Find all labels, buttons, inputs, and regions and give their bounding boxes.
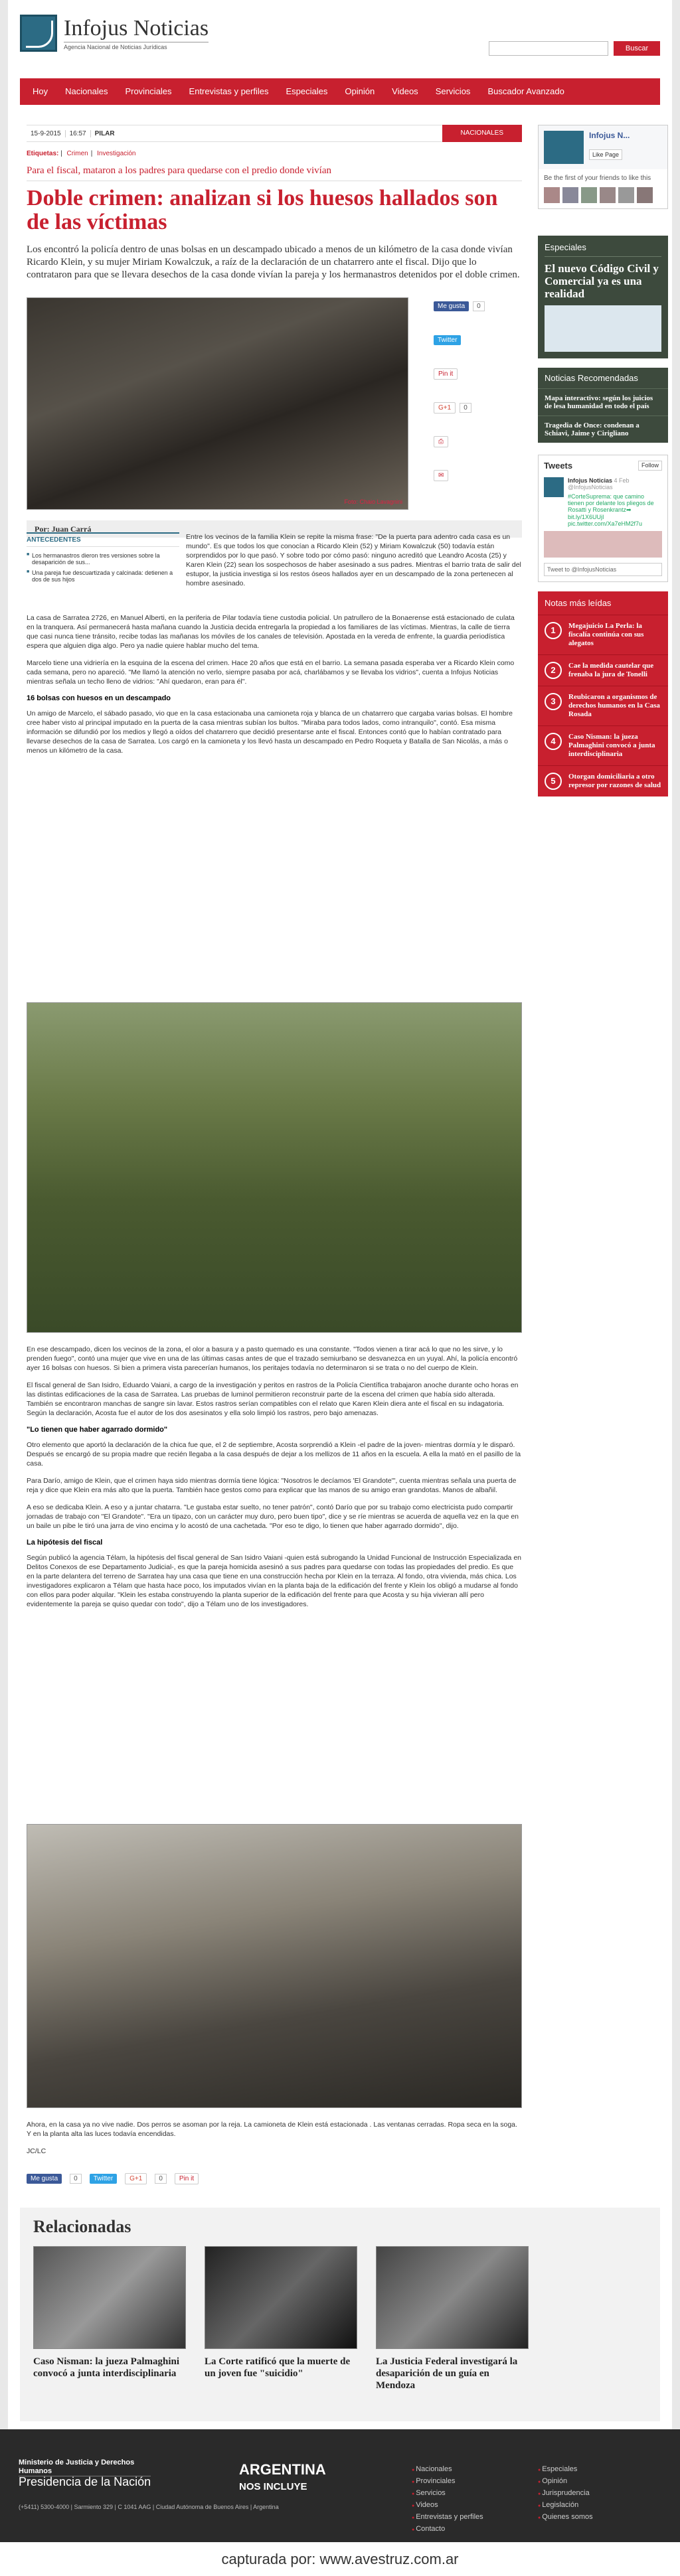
paragraph: En ese descampado, dicen los vecinos de la zona, el olor a basura y a pasto quemado es una constante. "Todos vienen a tirar acá lo que no les sirve, y lo prenden fuego", contó una mujer que vive en una de las últimas casas antes de que el trazado semiurbano se desvanezca en un yuyal. Ahí, la policía encontró ayer 16 bolsas con huesos. Si bien a primera vista parecerían humanos, los peritajes todavía no determinaron si se trata o no del cuerpo de Klein. [27,1345,518,1372]
print-icon[interactable]: ⎙ [434,436,448,447]
mas-leida-item[interactable]: 5 Otorgan domiciliaria a otro represor por razones de salud [538,765,668,796]
nav-item[interactable]: Opinión [345,86,375,96]
footer-link[interactable]: ● Servicios [412,2488,483,2500]
nav-item[interactable]: Provinciales [125,86,172,96]
pinterest-button[interactable]: Pin it [175,2173,199,2184]
mas-leida-item[interactable]: 2 Cae la medida cautelar que frenaba la jura de Tonelli [538,654,668,686]
sidebar [538,125,668,796]
especiales-box[interactable] [538,236,668,358]
logo-title: Infojus Noticias [64,15,209,40]
gplus-count: 0 [460,403,471,413]
gplus-button[interactable]: G+1 [434,402,456,414]
logo[interactable] [20,15,209,52]
article-time: 16:57 [66,130,91,137]
especial-illustration [545,305,661,352]
nav-item[interactable]: Entrevistas y perfiles [189,86,269,96]
recomendadas-title: Noticias Recomendadas [545,373,638,383]
footer-link[interactable]: ● Especiales [538,2464,593,2476]
share-bar [434,297,507,500]
subheading: 16 bolsas con huesos en un descampado [27,694,171,702]
recomendada-link[interactable]: Mapa interactivo: según los juicios de lesa humanidad en todo el país [538,388,668,416]
capture-credit: capturada por: www.avestruz.com.ar [0,2542,680,2576]
recomendada-link[interactable]: Tragedia de Once: condenan a Schiavi, Jaime y Cirigliano [538,416,668,443]
mas-leida-item[interactable]: 3 Reubicaron a organismos de derechos humanos en la Casa Rosada [538,686,668,725]
footer-links-2 [538,2464,593,2524]
nav-item[interactable]: Servicios [435,86,471,96]
paragraph: Marcelo tiene una vidriería en la esquina de la escena del crimen. Hace 20 años que está en el barrio. La semana pasada esperaba ver a Ricardo Klein como cada semana, pero no apareció. "Me llamó la atención no verlo, siempre pasaba por acá, charlábamos y se llevaba los vidrios", cuenta a Infojus Noticias mientras señala un techo lleno de vidrios: "Ahí quedaron, eran para él". [27,659,515,686]
nav-item[interactable]: Hoy [33,86,48,96]
tweet-to-input[interactable]: Tweet to @InfojusNoticias [544,563,662,576]
article [27,125,522,538]
tags-label: Etiquetas: [27,150,59,157]
bottom-share-bar [27,2173,199,2184]
gplus-count: 0 [155,2174,167,2184]
tag-crimen[interactable]: Crimen [66,150,88,157]
byline: Por: Juan Carrá [27,520,522,538]
article-date: 15-9-2015 [27,130,66,137]
footer-link[interactable]: ● Legislación [538,2500,593,2512]
antecedente-link[interactable]: ■ Una pareja fue descuartizada y calcinada: detienen a dos de sus hijos [27,569,179,583]
tweet-text: #CorteSuprema: que camino tienen por delante los pliegos de Rosatti y Rosenkrantz➡ bit.ly/1X6UUjI pic.twitter.com/Xa7eHM2f7u [568,493,654,527]
especial-title: El nuevo Código Civil y Comercial ya es una realidad [545,262,659,300]
nav-item[interactable]: Nacionales [65,86,108,96]
house-photo [27,1824,522,2108]
fb-count: 0 [473,301,485,311]
mas-leidas-title: Notas más leídas [545,598,612,608]
tweet-avatar [544,477,564,497]
paragraph: El fiscal general de San Isidro, Eduardo Vaiani, a cargo de la investigación y peritos en rastros de la Policía Científica trabajaron anoche durante ocho horas en las distintas edificaciones de la casa de Sarratea. Las pruebas de luminol permitieron reconstruir parte de la escena del crimen que había sido alterada. También se encontraron manchas de sangre sin lavar. Estos rastros serían compatibles con el relato que Karen Klein diera ante el fiscal en su indagatoria. Según la declaración, Acosta fue el autor de los dos asesinatos y ella solo limpió los rastros, pero bajo amenazas. [27,1381,519,1417]
article-title: Doble crimen: analizan si los huesos hallados son de las víctimas [27,186,498,234]
related-image [376,2246,529,2349]
fb-like-button[interactable]: Me gusta [434,301,469,311]
footer-link[interactable]: ● Nacionales [412,2464,483,2476]
paragraph: Ahora, en la casa ya no vive nadie. Dos perros se asoman por la reja. La camioneta de Klein está estacionada . Las ventanas cerradas. Ropa seca en la soga. Y en la planta alta las luces todavía encendidas. [27,2121,517,2138]
article-lead: Los encontró la policía dentro de unas bolsas en un descampado ubicado a menos de un kilómetro de la casa donde vivían Ricardo Klein, y su mujer Miriam Kowalczuk, a raíz de la declaración de un chatarrero ante el fiscal. Dijo que lo contrataron para que se llevara desechos de la casa donde vivían la pareja y los hermanastros detenidos por el doble crimen. [27,244,520,280]
paragraph: Otro elemento que aportó la declaración de la chica fue que, el 2 de septiembre, Acosta sorprendió a Klein -el padre de la joven- mientras dormía y le disparó. Después se encargó de su propia madre que recién llegaba a la casa después de dejar a los mellizos de 11 años en la escuela. A ella la mató en el pasillo de la casa. [27,1441,521,1468]
logo-subtitle: Agencia Nacional de Noticias Jurídicas [64,42,209,50]
related-item-title: La Corte ratificó que la muerte de un joven fue "suicidio" [205,2356,351,2379]
tweet-handle: @InfojusNoticias [568,484,613,491]
logo-icon [20,15,57,52]
article-kicker: Para el fiscal, mataron a los padres para quedarse con el predio donde vivían [27,165,522,181]
especiales-title: Especiales [545,242,661,257]
related-item[interactable] [205,2246,357,2391]
twitter-widget [538,455,668,582]
header [8,0,672,69]
fb-like-button[interactable]: Me gusta [27,2174,62,2184]
argentina-logo: ARGENTINA NOS INCLUYE [239,2461,326,2492]
related-image [205,2246,357,2349]
footer-link[interactable]: ● Contacto [412,2524,483,2536]
fb-friends-text: Be the first of your friends to like this [544,175,651,182]
mas-leidas-box [538,591,668,796]
related-section [20,2208,660,2421]
paragraph: Un amigo de Marcelo, el sábado pasado, vio que en la casa estacionaba una camioneta roja y blanca de un chatarrero que cargaba varias bolsas. El hombre cree haber visto al principal imputado en la puerta de la casa mientras subían los bultos. "Miraba para todos lados, como intranquilo", contó. Esa misma información se difundió por los medios y llegó a oídos del chatarrero que decidió presentarse ante el fiscal. Entonces contó que lo habían contratado para llevarse desechos de la casa de Sarratea. Los cargó en la camioneta y los llevó hasta un descampado en Pedro Roqueta y Batalla de San Nicolás, a más o menos un kilómetro de la casa. [27,710,513,755]
main-nav [20,78,660,105]
fb-page-logo [544,131,584,164]
tweets-title: Tweets [544,461,573,471]
field-photo [27,1002,522,1333]
main-photo [27,297,408,510]
related-title: Relacionadas [33,2217,131,2236]
footer-address: (+5411) 5300-4000 | Sarmiento 329 | C 1041 AAG | Ciudad Autónoma de Buenos Aires | Argentina [19,2504,279,2510]
footer-links [412,2464,483,2536]
subheading: "Lo tienen que haber agarrado dormido" [27,1426,168,1434]
twitter-button[interactable]: Twitter [434,335,461,345]
recomendadas-box [538,368,668,443]
footer-link[interactable]: ● Quienes somos [538,2512,593,2524]
footer-link[interactable]: ● Jurisprudencia [538,2488,593,2500]
fb-count: 0 [70,2174,82,2184]
related-item[interactable] [376,2246,529,2391]
footer [0,2429,680,2542]
paragraph: Según publicó la agencia Télam, la hipótesis del fiscal general de San Isidro Vaiani -quien está subrogando la Unidad Funcional de Instrucción Especializada en Delitos Conexos de ese Departamento Judicial-, es que la pareja homicida asesinó a sus padres para quedarse con todas las propiedades del predio. Es que en la parte delantera del terreno de Sarratea hay una casa que tiene en una construcción hecha por Klein en la terraza. Al fondo, otra vivienda, más chica. Los investigadores explicaron a Télam que hasta hace poco, los imputados vivían en la planta baja de la edificación del frente y Klein los obligó a mudarse al fondo con ellos para poder alquilar. "Klein les estaba construyendo la planta superior de la edificación del frente para que Acosta y su hija vivieran allí pero evidentemente la pareja se quiso quedar con todo", dijo a Télam uno de los investigadores. [27,1554,521,1608]
article-meta [27,125,522,142]
photo-caption: Foto: Chaio Lavagnini [344,498,402,505]
footer-link[interactable]: ● Opinión [538,2476,593,2488]
tweet-user[interactable]: Infojus Noticias [568,477,613,484]
nav-item[interactable]: Videos [392,86,418,96]
gplus-button[interactable]: G+1 [125,2173,147,2184]
mas-leida-item[interactable]: 4 Caso Nisman: la jueza Palmaghini convocó a junta interdisciplinaria [538,725,668,765]
footer-link[interactable]: ● Entrevistas y perfiles [412,2512,483,2524]
pinterest-button[interactable]: Pin it [434,368,458,380]
antecedentes-title: ANTECEDENTES [27,532,179,547]
email-icon[interactable]: ✉ [434,470,448,481]
related-item[interactable] [33,2246,186,2391]
antecedentes-box [27,532,179,587]
follow-button[interactable]: Follow [638,461,662,471]
nav-item[interactable]: Buscador Avanzado [487,86,564,96]
paragraph: La casa de Sarratea 2726, en Manuel Alberti, en la periferia de Pilar todavía tiene custodia policial. Un patrullero de la Bonaerense está estacionado de culata en la tranquera. Así permanecerá hasta mañana cuando la Justicia decida entregarla la propiedad a los familiares de las víctimas. Mientras, la calle de tierra que casi nunca tiene tránsito, recibe todas las mañanas los móviles de los canales de televisión. Apostada en la vereda de enfrente, la guardia periodística espera que alguien diga algo. Pero ya nadie quiere hablar mucho del tema. [27,614,515,650]
fb-faces [539,187,667,208]
fb-like-page-button[interactable]: Like Page [589,149,622,160]
article-place: PILAR [94,129,115,137]
related-item-title: La Justicia Federal investigará la desaparición de un guía en Mendoza [376,2356,518,2391]
section-badge[interactable]: NACIONALES [442,125,522,142]
paragraph: A eso se dedicaba Klein. A eso y a juntar chatarra. "Le gustaba estar suelto, no tener patrón", contó Darío que por su trabajo como electricista pudo compartir jornadas de trabajo con "El Grandote". "Era un tipazo, con un carácter muy duro, pero buen tipo", dice y se ríe mientras se acuerda de aquella vez en la que en un baile un pibe le tiró una jarra de vino encima y lo acostó de una cachetada. "Por eso te digo, lo tienen que haber agarrado dormido", dijo. [27,1503,519,1530]
ministry-logo[interactable]: Ministerio de Justicia y Derechos Humanos Presidencia de la Nación [19,2459,151,2488]
search-input[interactable] [489,41,608,56]
search-button[interactable]: Buscar [614,41,660,56]
page [8,0,672,2456]
mas-leida-item[interactable]: 1 Megajuicio La Perla: la fiscalía continúa con sus alegatos [538,615,668,654]
paragraph: Para Darío, amigo de Klein, que el crimen haya sido mientras dormía tiene lógica: "Nosotros le decíamos 'El Grandote'", cuenta mientras señala una puerta de reja y dice que Klein era más alto que la puerta. También hace gestos como para explicar que las manos de su amigo eran grandotas. Manos de albañil. [27,1477,517,1494]
paragraph: Entre los vecinos de la familia Klein se repite la misma frase: "De la puerta para adentro cada casa es un mundo". Es que todos los que conocían a Ricardo Klein (52) y Miriam Kowalczuk (50) todavía están sorprendidos por lo que pasó. Y sobre todo por cómo pasó: ninguno acreditó que Leandro Acosta (25) y Karen Klein (22) sean los sospechosos de haber asesinado a sus padres. Mientras el barrio trata de salir del estupor, la justicia investiga si los restos óseos hallados ayer en un descampado de la zona pertenecen al hombre asesinado. [186,533,521,587]
antecedente-link[interactable]: ■ Los hermanastros dieron tres versiones sobre la desaparición de sus... [27,552,179,566]
related-item-title: Caso Nisman: la jueza Palmaghini convocó a junta interdisciplinaria [33,2356,180,2379]
tags: Etiquetas: | Crimen | Investigación [27,150,136,157]
nav-item[interactable]: Especiales [286,86,328,96]
search-form [489,41,660,56]
related-image [33,2246,186,2349]
tag-investigacion[interactable]: Investigación [97,150,136,157]
subheading: La hipótesis del fiscal [27,1539,103,1547]
tweet-date: 4 Feb [614,477,630,484]
fb-page-name[interactable]: Infojus N... [589,131,630,140]
signature: JC/LC [27,2147,46,2155]
tweet-image [544,531,662,558]
facebook-widget [538,125,668,209]
footer-link[interactable]: ● Provinciales [412,2476,483,2488]
twitter-button[interactable]: Twitter [90,2174,117,2184]
footer-link[interactable]: ● Videos [412,2500,483,2512]
